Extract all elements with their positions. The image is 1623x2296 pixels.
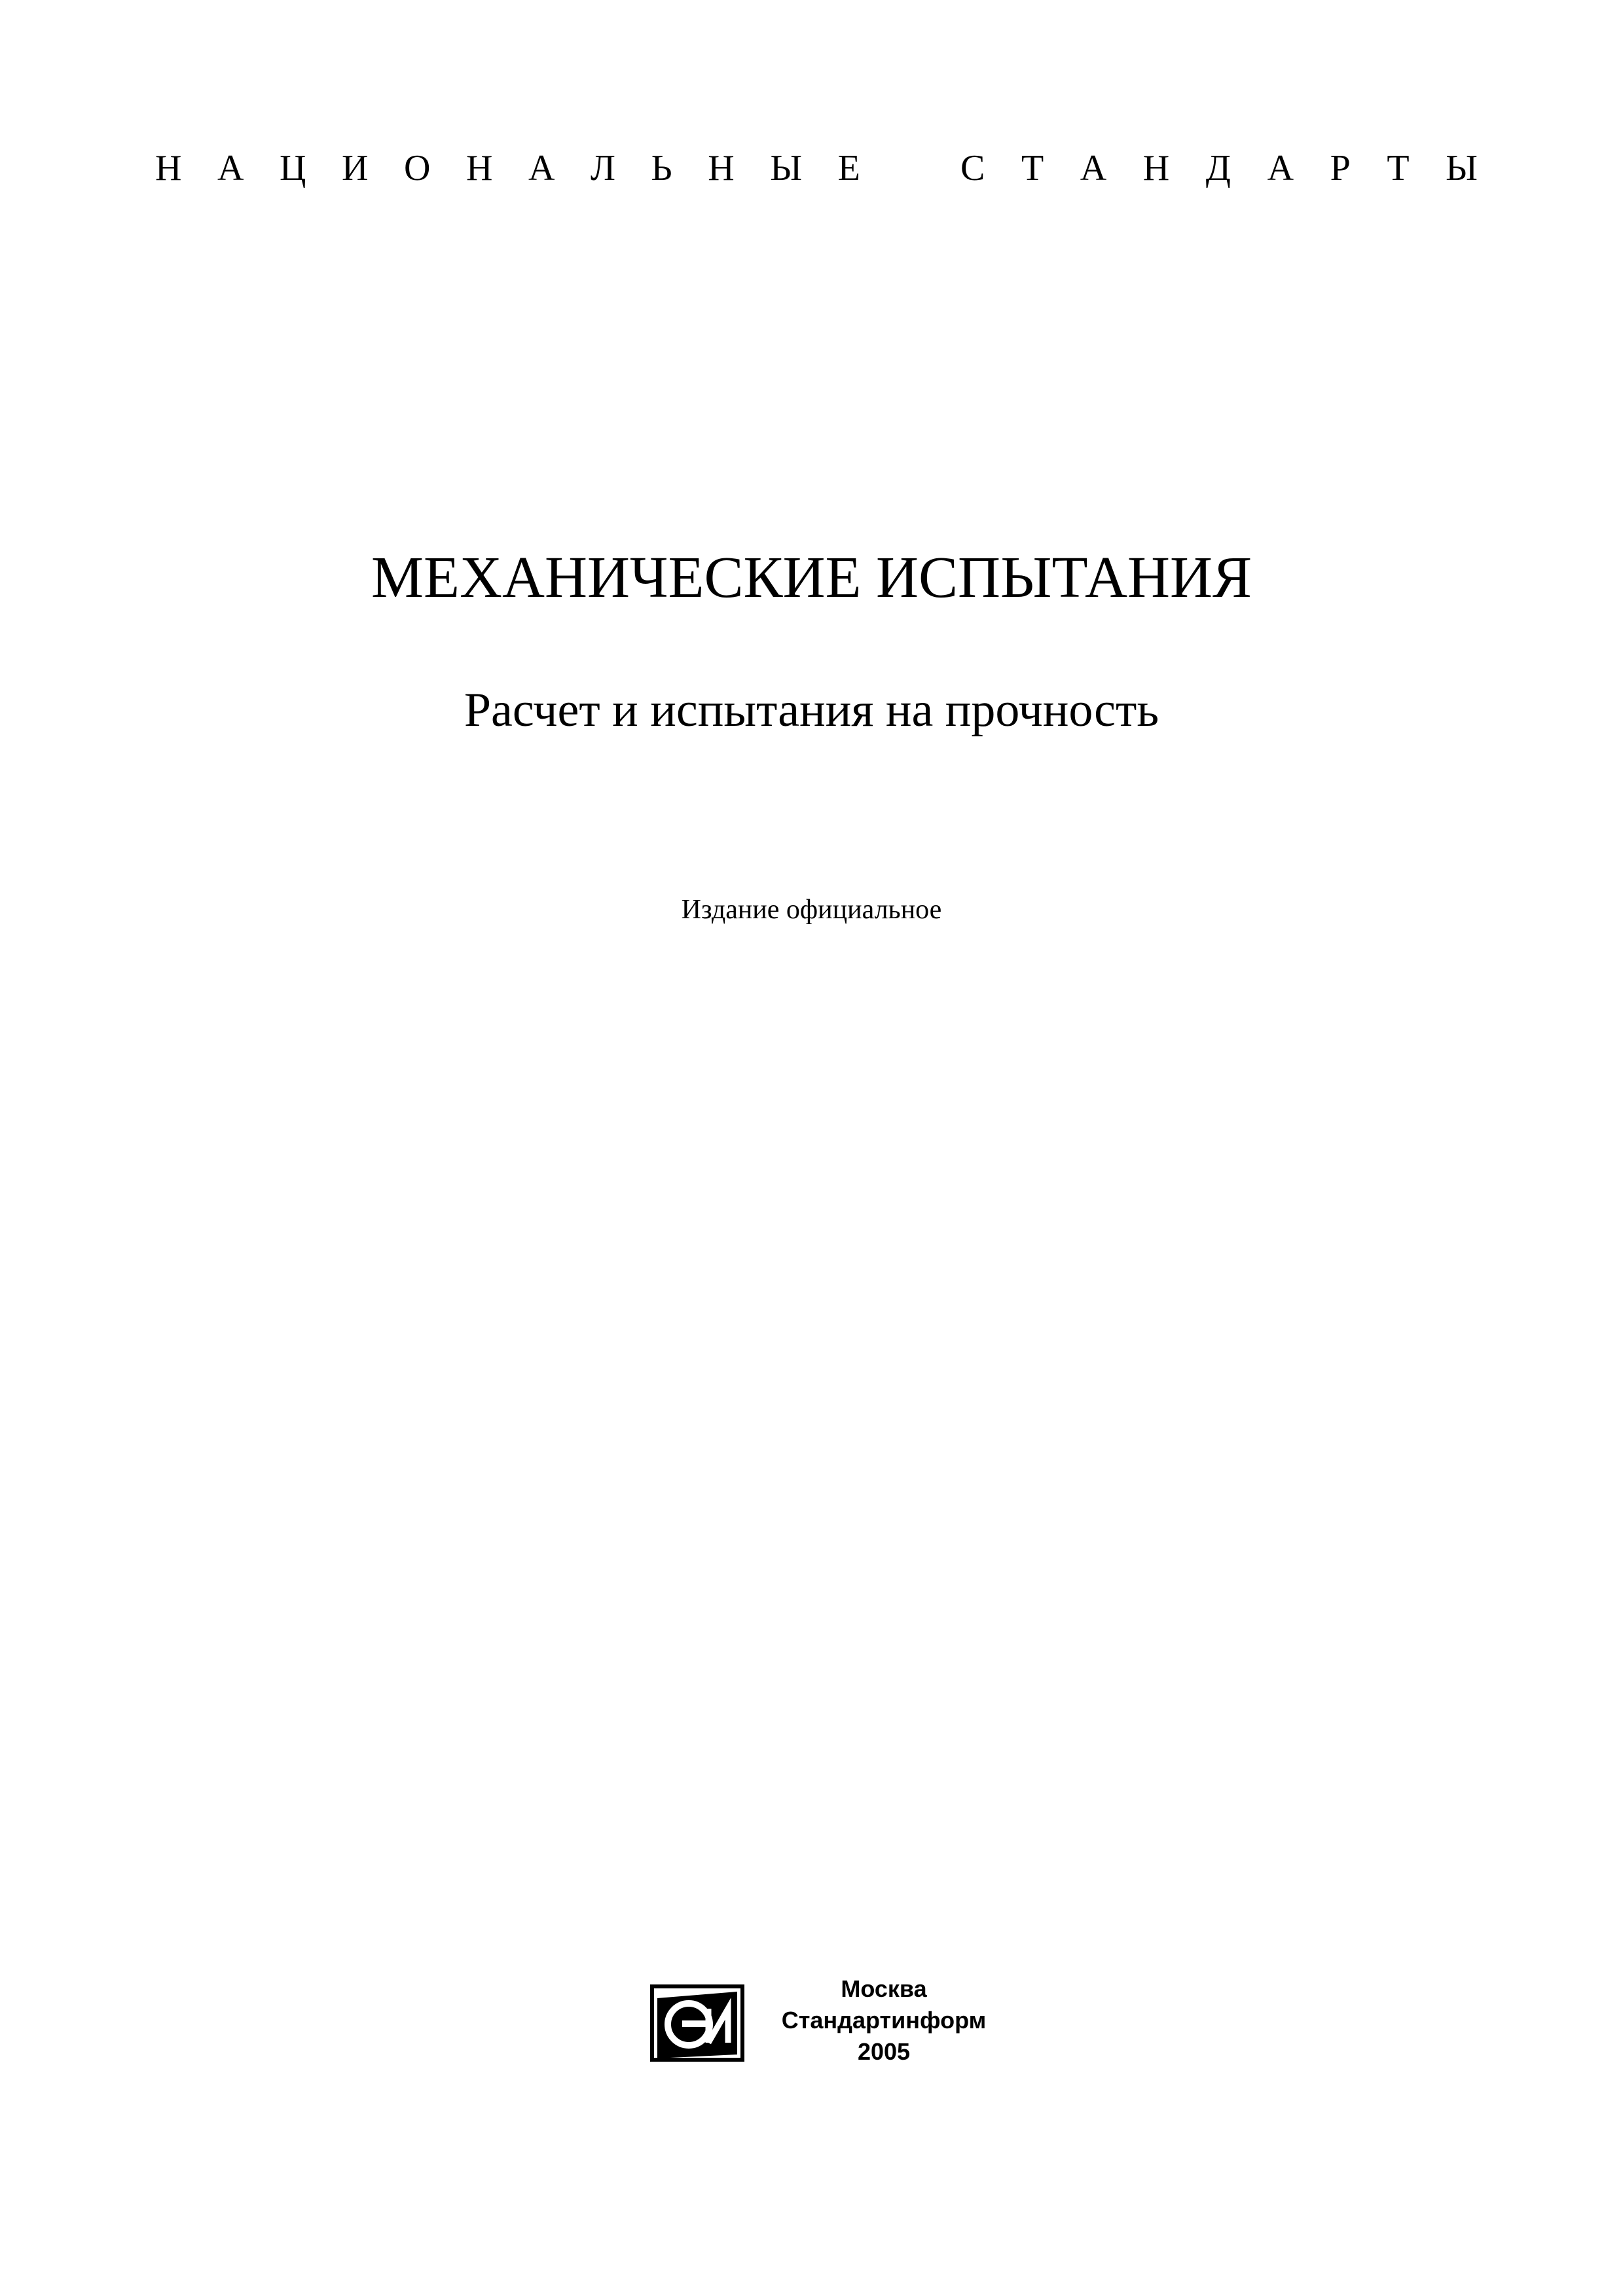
publisher-name: Стандартинформ — [781, 2007, 987, 2034]
series-letter: Е — [837, 148, 860, 188]
series-letter: Д — [1205, 148, 1231, 188]
series-letter: Ц — [280, 148, 306, 188]
series-letter: А — [1080, 148, 1107, 188]
series-letter: О — [404, 148, 431, 188]
series-letter: А — [217, 148, 244, 188]
series-word-national — [155, 145, 860, 191]
series-letter: Н — [466, 148, 493, 188]
series-letter: Т — [1387, 148, 1410, 188]
series-letter: А — [1267, 148, 1294, 188]
publisher-logo — [648, 1982, 746, 2064]
series-letter: А — [528, 148, 555, 188]
series-word-standards — [960, 145, 1478, 191]
series-letter: Н — [1142, 148, 1170, 188]
publisher-city: Москва — [841, 1975, 927, 2002]
series-letter: Н — [708, 148, 735, 188]
document-title: МЕХАНИЧЕСКИЕ ИСПЫТАНИЯ — [371, 545, 1252, 610]
series-letter: Ы — [1446, 148, 1478, 188]
edition-note: Издание официальное — [681, 895, 942, 925]
publisher-imprint — [759, 1973, 1008, 2068]
series-letter: Р — [1330, 148, 1351, 188]
series-letter: Л — [591, 148, 615, 188]
document-subtitle: Расчет и испытания на прочность — [464, 683, 1159, 737]
series-letter: Н — [155, 148, 182, 188]
series-letter: Ь — [651, 148, 672, 188]
publisher-block — [648, 1967, 1015, 2078]
series-letter: С — [960, 148, 985, 188]
series-letter: Т — [1021, 148, 1044, 188]
publication-year: 2005 — [857, 2038, 911, 2065]
series-letter: Ы — [770, 148, 803, 188]
series-header — [155, 145, 1478, 191]
series-letter: И — [342, 148, 369, 188]
